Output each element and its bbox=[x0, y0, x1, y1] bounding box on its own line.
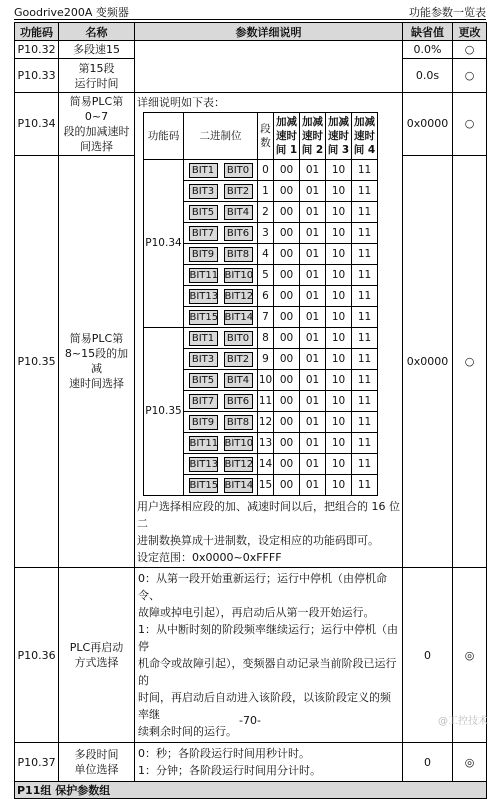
acc-dec-value: 10 bbox=[326, 433, 352, 454]
bit-label: BIT0 bbox=[224, 331, 253, 346]
acc-dec-value: 01 bbox=[300, 265, 326, 286]
inner-col-segment: 段 数 bbox=[258, 113, 274, 160]
acc-dec-value: 01 bbox=[300, 412, 326, 433]
param-code: P10.37 bbox=[15, 743, 59, 782]
acc-dec-value: 00 bbox=[274, 454, 300, 475]
bit-pair bbox=[184, 328, 258, 349]
param-default: 0.0s bbox=[403, 59, 453, 93]
bit-label: BIT2 bbox=[224, 352, 253, 367]
acc-dec-value: 11 bbox=[352, 160, 378, 181]
param-code: P10.33 bbox=[15, 59, 59, 93]
acc-dec-value: 11 bbox=[352, 328, 378, 349]
acc-dec-value: 01 bbox=[300, 391, 326, 412]
segment-number: 8 bbox=[258, 328, 274, 349]
acc-dec-value: 10 bbox=[326, 475, 352, 496]
segment-number: 12 bbox=[258, 412, 274, 433]
acc-dec-value: 10 bbox=[326, 160, 352, 181]
acc-dec-value: 01 bbox=[300, 223, 326, 244]
acc-dec-value: 01 bbox=[300, 454, 326, 475]
page-header bbox=[14, 4, 486, 18]
segment-number: 1 bbox=[258, 181, 274, 202]
acc-dec-value: 11 bbox=[352, 181, 378, 202]
acc-dec-value: 00 bbox=[274, 391, 300, 412]
bit-label: BIT3 bbox=[189, 352, 218, 367]
change-symbol: ○ bbox=[453, 93, 487, 156]
acc-dec-value: 00 bbox=[274, 181, 300, 202]
acc-dec-value: 11 bbox=[352, 265, 378, 286]
param-code: P10.32 bbox=[15, 41, 59, 59]
bit-label: BIT7 bbox=[189, 394, 218, 409]
bit-label: BIT10 bbox=[224, 269, 254, 281]
acc-dec-value: 11 bbox=[352, 433, 378, 454]
bit-label: BIT6 bbox=[224, 394, 253, 409]
bit-label: BIT8 bbox=[224, 415, 253, 430]
bit-label: BIT14 bbox=[224, 311, 254, 323]
desc-line: 进制数换算成十进制数，设定相应的功能码即可。 bbox=[137, 534, 379, 547]
bit-label: BIT12 bbox=[224, 458, 254, 470]
bit-pair bbox=[184, 391, 258, 412]
acc-dec-value: 11 bbox=[352, 202, 378, 223]
acc-dec-value: 11 bbox=[352, 307, 378, 328]
segment-number: 0 bbox=[258, 160, 274, 181]
inner-table-row bbox=[144, 160, 378, 181]
bit-label: BIT5 bbox=[189, 205, 218, 220]
param-name: 简易PLC第 8~15段的加减 速时间选择 bbox=[59, 155, 135, 567]
acc-dec-value: 11 bbox=[352, 412, 378, 433]
bit-pair bbox=[184, 370, 258, 391]
segment-number: 3 bbox=[258, 223, 274, 244]
acc-dec-value: 00 bbox=[274, 433, 300, 454]
bit-pair bbox=[184, 286, 258, 307]
bit-label: BIT2 bbox=[224, 184, 253, 199]
bit-pair bbox=[184, 244, 258, 265]
bit-pair bbox=[184, 307, 258, 328]
inner-col-acc2: 加减 速时 间 2 bbox=[300, 113, 326, 160]
inner-col-code: 功能码 bbox=[144, 113, 184, 160]
acc-dec-value: 10 bbox=[326, 328, 352, 349]
segment-number: 14 bbox=[258, 454, 274, 475]
inner-table-row bbox=[144, 328, 378, 349]
table-row bbox=[15, 743, 487, 782]
acc-dec-value: 11 bbox=[352, 244, 378, 265]
acc-dec-value: 00 bbox=[274, 328, 300, 349]
acc-dec-value: 10 bbox=[326, 370, 352, 391]
acc-dec-value: 00 bbox=[274, 475, 300, 496]
bit-label: BIT10 bbox=[224, 437, 254, 449]
bit-label: BIT11 bbox=[189, 269, 219, 281]
col-desc: 参数详细说明 bbox=[135, 23, 403, 41]
acc-dec-value: 01 bbox=[300, 307, 326, 328]
bit-label: BIT13 bbox=[189, 458, 219, 470]
bit-pair bbox=[184, 475, 258, 496]
col-default: 缺省值 bbox=[403, 23, 453, 41]
setting-range: 设定范围：0x0000~0xFFFF bbox=[137, 551, 282, 564]
desc-line: 用户选择相应段的加、减速时间以后，把组合的 16 位二 bbox=[137, 500, 400, 530]
segment-number: 2 bbox=[258, 202, 274, 223]
acc-dec-value: 10 bbox=[326, 412, 352, 433]
acc-dec-value: 00 bbox=[274, 160, 300, 181]
param-name: 第15段 运行时间 bbox=[59, 59, 135, 93]
acc-dec-value: 11 bbox=[352, 370, 378, 391]
bit-pair bbox=[184, 349, 258, 370]
acc-dec-value: 01 bbox=[300, 160, 326, 181]
bit-pair bbox=[184, 181, 258, 202]
param-code: P10.35 bbox=[15, 155, 59, 567]
param-default: 0x0000 bbox=[403, 155, 453, 567]
bit-pair bbox=[184, 433, 258, 454]
segment-number: 10 bbox=[258, 370, 274, 391]
param-default: 0 bbox=[403, 743, 453, 782]
segment-number: 9 bbox=[258, 349, 274, 370]
acc-dec-value: 00 bbox=[274, 370, 300, 391]
acc-dec-value: 01 bbox=[300, 370, 326, 391]
acc-dec-value: 01 bbox=[300, 349, 326, 370]
acc-dec-value: 10 bbox=[326, 223, 352, 244]
bit-label: BIT15 bbox=[189, 311, 219, 323]
page-number: -70- bbox=[239, 714, 261, 727]
bit-label: BIT14 bbox=[224, 479, 254, 491]
segment-number: 15 bbox=[258, 475, 274, 496]
inner-header-row bbox=[144, 113, 378, 160]
acc-dec-value: 01 bbox=[300, 244, 326, 265]
bit-label: BIT1 bbox=[189, 331, 218, 346]
table-row bbox=[15, 93, 487, 156]
segment-number: 7 bbox=[258, 307, 274, 328]
group-code: P10.34 bbox=[144, 160, 184, 328]
bit-pair bbox=[184, 223, 258, 244]
param-code: P10.36 bbox=[15, 568, 59, 743]
acc-dec-value: 01 bbox=[300, 475, 326, 496]
bit-label: BIT15 bbox=[189, 479, 219, 491]
acc-dec-value: 10 bbox=[326, 181, 352, 202]
acc-dec-value: 10 bbox=[326, 244, 352, 265]
param-default: 0 bbox=[403, 568, 453, 743]
param-desc: 详细说明如下表： 功能码 二进制位 段 数 加减 速时 间 1 加减 速时 间 2 加减 速时 间 3 加减 速时 间 4 P10.34 BIT1 BIT0 0 00 01 10 11 BIT3 BIT2 1 00 01 10 11 BIT5 BIT4 2 00 01 10 11 BIT7 BIT6 3 00 01 10 11 BIT9 BIT8 4 00 01 10 11 BIT11 BIT10 5 00 01 10 11 BIT13 BIT12 6 00 01 10 11 BIT15 BIT14 7 00 01 10 11 P10.35 BIT1 BIT0 8 00 01 10 11 BIT3 BIT2 9 00 01 10 11 BIT5 BIT4 10 00 01 10 11 BIT7 BIT6 11 00 01 10 11 BIT9 BIT8 12 00 01 10 11 BIT11 BIT10 13 00 01 10 11 BIT13 BIT12 14 00 01 10 11 BIT15 BIT14 15 00 01 10 11 用户选择相应段的加、减速时间以后，把组合的 16 位二 进制数换算成十进制数，设定相应的功能码即可。 设定范围：0x0000~0xFFFF bbox=[135, 93, 403, 568]
acc-dec-value: 11 bbox=[352, 391, 378, 412]
param-name: 多段速15 bbox=[59, 41, 135, 59]
inner-col-binary: 二进制位 bbox=[184, 113, 258, 160]
acc-dec-value: 01 bbox=[300, 328, 326, 349]
bit-label: BIT5 bbox=[189, 373, 218, 388]
header-divider bbox=[14, 19, 486, 20]
parameter-table bbox=[14, 22, 487, 799]
acc-dec-value: 00 bbox=[274, 223, 300, 244]
bit-pair bbox=[184, 412, 258, 433]
bit-label: BIT6 bbox=[224, 226, 253, 241]
acc-dec-value: 11 bbox=[352, 475, 378, 496]
acc-dec-value: 00 bbox=[274, 349, 300, 370]
param-name: PLC再启动 方式选择 bbox=[59, 568, 135, 743]
bit-label: BIT4 bbox=[224, 373, 253, 388]
inner-col-acc3: 加减 速时 间 3 bbox=[326, 113, 352, 160]
col-name: 名称 bbox=[59, 23, 135, 41]
bit-label: BIT12 bbox=[224, 290, 254, 302]
bit-label: BIT1 bbox=[189, 163, 218, 178]
bit-label: BIT3 bbox=[189, 184, 218, 199]
acc-dec-value: 01 bbox=[300, 286, 326, 307]
acc-dec-value: 00 bbox=[274, 202, 300, 223]
section-title: P11组 保护参数组 bbox=[15, 782, 487, 799]
table-row bbox=[15, 41, 487, 59]
acc-dec-value: 10 bbox=[326, 202, 352, 223]
acc-dec-value: 11 bbox=[352, 349, 378, 370]
change-symbol: ◎ bbox=[453, 743, 487, 782]
param-desc: 0：秒；各阶段运行时间用秒计时。 1：分钟；各阶段运行时间用分计时。 bbox=[135, 743, 403, 782]
param-code: P10.34 bbox=[15, 93, 59, 156]
acc-dec-value: 01 bbox=[300, 181, 326, 202]
acc-dec-value: 11 bbox=[352, 286, 378, 307]
acc-dec-value: 00 bbox=[274, 244, 300, 265]
bit-pair bbox=[184, 160, 258, 181]
acc-dec-value: 00 bbox=[274, 307, 300, 328]
col-code: 功能码 bbox=[15, 23, 59, 41]
acc-dec-value: 11 bbox=[352, 223, 378, 244]
param-default: 0x0000 bbox=[403, 93, 453, 156]
group-code: P10.35 bbox=[144, 328, 184, 496]
bit-pair bbox=[184, 454, 258, 475]
change-symbol: ◎ bbox=[453, 568, 487, 743]
param-desc-empty bbox=[135, 41, 403, 93]
col-change: 更改 bbox=[453, 23, 487, 41]
param-default: 0.0% bbox=[403, 41, 453, 59]
inner-col-acc1: 加减 速时 间 1 bbox=[274, 113, 300, 160]
bit-label: BIT9 bbox=[189, 415, 218, 430]
acc-dec-value: 11 bbox=[352, 454, 378, 475]
bit-label: BIT4 bbox=[224, 205, 253, 220]
change-symbol: ○ bbox=[453, 155, 487, 567]
segment-number: 13 bbox=[258, 433, 274, 454]
bit-label: BIT8 bbox=[224, 247, 253, 262]
watermark: @工控技术 bbox=[438, 716, 488, 727]
section-row bbox=[15, 782, 487, 799]
binary-bit-table bbox=[143, 112, 378, 496]
acc-dec-value: 01 bbox=[300, 202, 326, 223]
acc-dec-value: 00 bbox=[274, 286, 300, 307]
acc-dec-value: 00 bbox=[274, 265, 300, 286]
segment-number: 6 bbox=[258, 286, 274, 307]
bit-label: BIT9 bbox=[189, 247, 218, 262]
change-symbol: ○ bbox=[453, 59, 487, 93]
bit-label: BIT11 bbox=[189, 437, 219, 449]
acc-dec-value: 10 bbox=[326, 454, 352, 475]
acc-dec-value: 00 bbox=[274, 412, 300, 433]
inner-col-acc4: 加减 速时 间 4 bbox=[352, 113, 378, 160]
bit-pair bbox=[184, 202, 258, 223]
param-name: 简易PLC第0~7 段的加减速时 间选择 bbox=[59, 93, 135, 156]
acc-dec-value: 10 bbox=[326, 286, 352, 307]
acc-dec-value: 10 bbox=[326, 349, 352, 370]
bit-label: BIT13 bbox=[189, 290, 219, 302]
acc-dec-value: 10 bbox=[326, 391, 352, 412]
param-name: 多段时间 单位选择 bbox=[59, 743, 135, 782]
acc-dec-value: 01 bbox=[300, 433, 326, 454]
acc-dec-value: 10 bbox=[326, 307, 352, 328]
bit-label: BIT7 bbox=[189, 226, 218, 241]
segment-number: 4 bbox=[258, 244, 274, 265]
segment-number: 5 bbox=[258, 265, 274, 286]
acc-dec-value: 10 bbox=[326, 265, 352, 286]
header-product: Goodrive200A 变频器 bbox=[14, 6, 129, 19]
bit-label: BIT0 bbox=[224, 163, 253, 178]
change-symbol: ○ bbox=[453, 41, 487, 59]
segment-number: 11 bbox=[258, 391, 274, 412]
param-desc: 0：从第一段开始重新运行；运行中停机（由停机命令、 故障或掉电引起），再启动后从第一段开始运行。 1：从中断时刻的阶段频率继续运行；运行中停机（由停 机命令或故障引起），变频器自动记录当前阶段已运行的 时间，再启动后自动进入该阶段，以该阶段定义的频率继 续剩余时间的运行。 bbox=[135, 568, 403, 743]
bit-pair bbox=[184, 265, 258, 286]
table-header-row bbox=[15, 23, 487, 41]
header-section: 功能参数一览表 bbox=[409, 6, 486, 19]
